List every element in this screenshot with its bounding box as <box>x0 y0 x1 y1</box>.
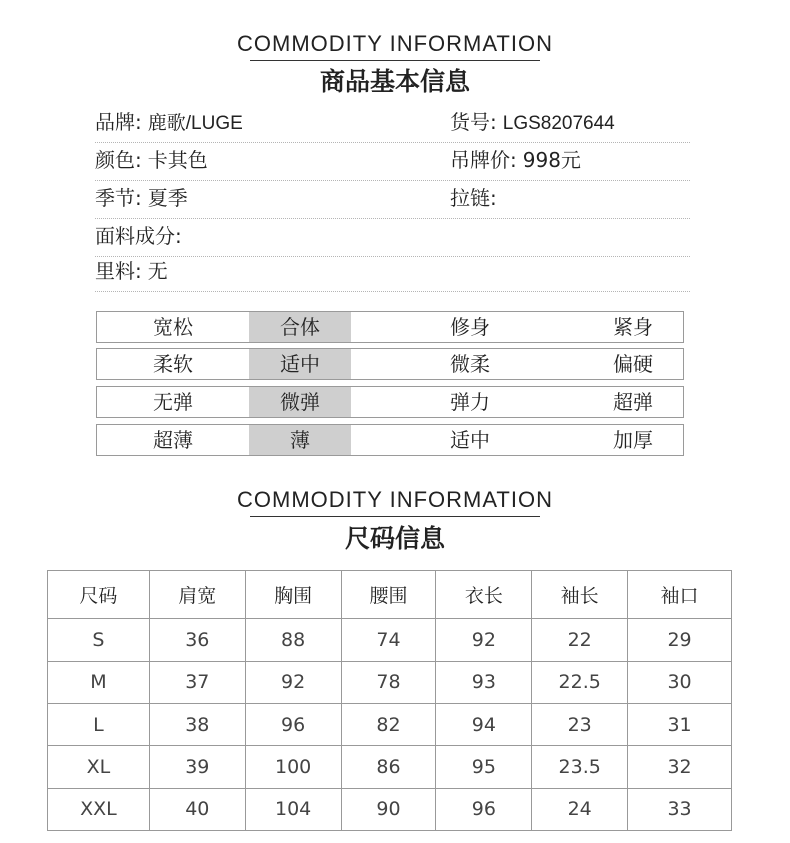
table-cell: 96 <box>436 788 532 830</box>
brand-field: 品牌: 鹿歌/LUGE <box>95 110 243 134</box>
info-row-color <box>95 143 690 181</box>
attr-option: 加厚 <box>613 428 653 452</box>
table-row <box>48 746 732 788</box>
lining-value: 无 <box>147 259 168 283</box>
section1-title-cn: 商品基本信息 <box>319 67 470 96</box>
section1-title-rule <box>250 60 540 61</box>
attr-option-selected: 适中 <box>249 349 351 379</box>
table-cell: 74 <box>341 619 436 661</box>
table-cell: 95 <box>436 746 532 788</box>
size-table-header-row <box>48 571 732 619</box>
attr-option-selected: 合体 <box>249 312 351 342</box>
size-table <box>47 570 732 831</box>
table-cell: 38 <box>149 703 245 745</box>
table-cell: 37 <box>149 661 245 703</box>
attr-option: 超弹 <box>613 390 653 414</box>
table-cell: 104 <box>245 788 341 830</box>
table-cell: 92 <box>245 661 341 703</box>
section1-title-en: COMMODITY INFORMATION <box>237 31 553 56</box>
attr-row-thickness <box>96 424 684 456</box>
lining-label: 里料 <box>95 259 135 283</box>
attr-row-softness <box>96 348 684 380</box>
attr-option: 无弹 <box>153 390 193 414</box>
table-cell: 39 <box>149 746 245 788</box>
attr-option: 紧身 <box>613 315 653 339</box>
header-sleeve-length: 袖长 <box>532 571 628 619</box>
table-cell: 78 <box>341 661 436 703</box>
attr-row-fit <box>96 311 684 343</box>
table-cell: 31 <box>628 703 732 745</box>
table-cell: 88 <box>245 619 341 661</box>
season-field: 季节: 夏季 <box>95 186 188 210</box>
table-cell: 90 <box>341 788 436 830</box>
item-number-field: 货号: LGS8207644 <box>450 110 615 134</box>
table-cell: 86 <box>341 746 436 788</box>
info-row-brand <box>95 105 690 143</box>
info-row-season <box>95 181 690 219</box>
fabric-label: 面料成分 <box>95 224 175 248</box>
table-cell: 100 <box>245 746 341 788</box>
section2-title-rule <box>250 516 540 517</box>
table-cell: 22.5 <box>532 661 628 703</box>
attr-option: 偏硬 <box>613 352 653 376</box>
table-cell: 94 <box>436 703 532 745</box>
table-row <box>48 619 732 661</box>
table-cell: 36 <box>149 619 245 661</box>
table-row <box>48 703 732 745</box>
zipper-field: 拉链: <box>450 186 497 210</box>
table-cell: 82 <box>341 703 436 745</box>
table-cell: 29 <box>628 619 732 661</box>
table-cell: 23 <box>532 703 628 745</box>
attr-option: 柔软 <box>153 352 193 376</box>
section2-title-en: COMMODITY INFORMATION <box>237 487 553 512</box>
table-cell: 40 <box>149 788 245 830</box>
season-label: 季节 <box>95 186 135 210</box>
attr-option: 超薄 <box>153 428 193 452</box>
table-cell: 32 <box>628 746 732 788</box>
header-waist: 腰围 <box>341 571 436 619</box>
table-cell: XXL <box>48 788 150 830</box>
tag-price-value: 998元 <box>522 148 581 172</box>
color-field: 颜色: 卡其色 <box>95 148 208 172</box>
header-chest: 胸围 <box>245 571 341 619</box>
table-row <box>48 661 732 703</box>
table-cell: 22 <box>532 619 628 661</box>
attr-option-selected: 微弹 <box>249 387 351 417</box>
attr-row-elasticity <box>96 386 684 418</box>
attr-option-selected: 薄 <box>249 425 351 455</box>
brand-label: 品牌 <box>95 110 135 134</box>
attr-option: 弹力 <box>450 390 490 414</box>
header-shoulder: 肩宽 <box>149 571 245 619</box>
fabric-field: 面料成分: <box>95 224 182 248</box>
attr-option: 微柔 <box>450 352 490 376</box>
table-cell: XL <box>48 746 150 788</box>
attr-option: 适中 <box>450 428 490 452</box>
brand-value: 鹿歌/LUGE <box>147 113 243 134</box>
tag-price-field: 吊牌价: 998元 <box>450 148 581 172</box>
table-cell: 93 <box>436 661 532 703</box>
tag-price-label: 吊牌价 <box>450 148 510 172</box>
header-size: 尺码 <box>48 571 150 619</box>
table-cell: 96 <box>245 703 341 745</box>
header-length: 衣长 <box>436 571 532 619</box>
table-row <box>48 788 732 830</box>
table-cell: 92 <box>436 619 532 661</box>
info-row-fabric <box>95 219 690 257</box>
zipper-label: 拉链 <box>450 186 490 210</box>
table-cell: 30 <box>628 661 732 703</box>
table-cell: 33 <box>628 788 732 830</box>
attr-option: 宽松 <box>153 315 193 339</box>
color-label: 颜色 <box>95 148 135 172</box>
section2-title-cn: 尺码信息 <box>344 524 445 553</box>
item-number-label: 货号 <box>450 110 490 134</box>
table-cell: 23.5 <box>532 746 628 788</box>
season-value: 夏季 <box>147 186 188 210</box>
table-cell: L <box>48 703 150 745</box>
color-value: 卡其色 <box>147 148 208 172</box>
table-cell: S <box>48 619 150 661</box>
table-cell: M <box>48 661 150 703</box>
lining-field: 里料: 无 <box>95 259 168 283</box>
info-row-lining <box>95 254 690 292</box>
header-cuff: 袖口 <box>628 571 732 619</box>
item-number-value: LGS8207644 <box>502 113 615 134</box>
attr-option: 修身 <box>450 315 490 339</box>
table-cell: 24 <box>532 788 628 830</box>
